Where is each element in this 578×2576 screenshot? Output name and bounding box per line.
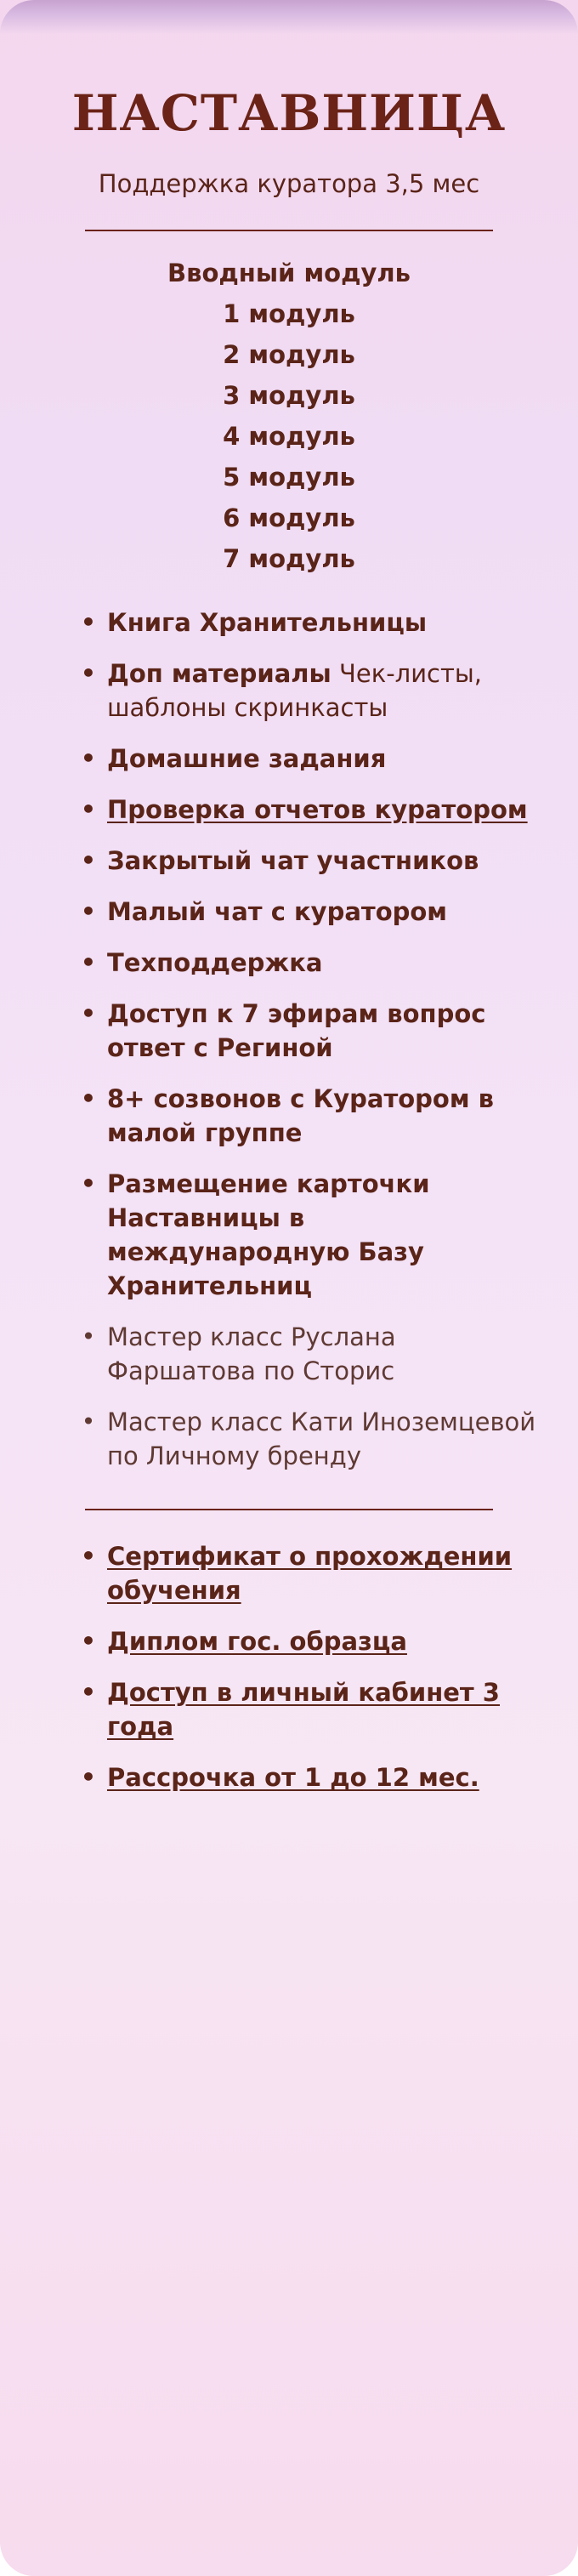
bullet-icon: • <box>81 1542 96 1570</box>
feature-label: Мастер класс Кати Иноземцевой по Личному бренду <box>107 1407 536 1470</box>
bullet-icon: • <box>81 659 96 687</box>
bullet-icon: • <box>81 744 96 772</box>
feature-item <box>80 1167 539 1303</box>
module-item: 2 модуль <box>223 340 355 369</box>
bullet-icon: • <box>81 1678 96 1706</box>
feature-label: Книга Хранительницы <box>107 608 428 637</box>
feature-item <box>80 1082 539 1150</box>
benefits-list <box>80 1539 539 1811</box>
feature-item <box>80 946 539 980</box>
feature-item <box>80 997 539 1065</box>
module-item: 5 модуль <box>223 463 355 492</box>
tariff-subtitle: Поддержка куратора 3,5 мес <box>98 169 480 198</box>
module-item: 1 модуль <box>223 299 355 328</box>
feature-label: Малый чат с куратором <box>107 897 448 926</box>
bullet-icon: • <box>81 948 96 976</box>
benefit-item[interactable] <box>80 1539 539 1607</box>
feature-label: Домашние задания <box>107 744 387 773</box>
bullet-icon: • <box>81 1169 96 1197</box>
tariff-title: НАСТАВНИЦА <box>71 84 507 142</box>
module-item: 6 модуль <box>223 503 355 532</box>
feature-description: Чек-листы, шаблоны скринкасты <box>107 659 483 722</box>
feature-label: Закрытый чат участников <box>107 846 479 875</box>
bullet-icon: • <box>81 1084 96 1112</box>
module-item: 4 модуль <box>223 422 355 451</box>
feature-item <box>80 742 539 776</box>
module-item: 3 модуль <box>223 381 355 410</box>
feature-label: Техподдержка <box>107 948 323 977</box>
bullet-icon: • <box>81 608 96 636</box>
bullet-icon: • <box>81 897 96 925</box>
bullet-icon: • <box>81 1763 96 1791</box>
feature-label: Доступ к 7 эфирам вопрос ответ с Региной <box>107 999 486 1062</box>
benefit-link[interactable]: Рассрочка от 1 до 12 мес. <box>107 1763 479 1792</box>
bullet-icon: • <box>81 1322 96 1351</box>
benefit-item[interactable] <box>80 1675 539 1743</box>
feature-item <box>80 606 539 640</box>
feature-item <box>80 844 539 878</box>
features-list <box>80 606 539 1490</box>
module-item: 7 модуль <box>223 544 355 573</box>
feature-item <box>80 793 539 827</box>
feature-item <box>80 1405 539 1473</box>
bullet-icon: • <box>81 846 96 874</box>
benefit-link[interactable]: Доступ в личный кабинет 3 года <box>107 1678 500 1741</box>
feature-label: Мастер класс Руслана Фаршатова по Сторис <box>107 1322 396 1385</box>
modules-list <box>0 253 578 579</box>
feature-item <box>80 657 539 725</box>
feature-item <box>80 895 539 929</box>
benefit-link[interactable]: Диплом гос. образца <box>107 1627 407 1656</box>
top-divider <box>85 230 493 231</box>
benefit-item[interactable] <box>80 1760 539 1794</box>
bottom-divider <box>85 1509 493 1510</box>
feature-item <box>80 1320 539 1388</box>
card-top-band <box>0 0 578 34</box>
bullet-icon: • <box>81 999 96 1027</box>
benefit-link[interactable]: Сертификат о прохождении обучения <box>107 1542 513 1605</box>
feature-label: Доп материалы <box>107 659 332 688</box>
feature-label: Проверка отчетов куратором <box>107 795 528 824</box>
feature-label: 8+ созвонов с Куратором в малой группе <box>107 1084 495 1147</box>
bullet-icon: • <box>81 795 96 823</box>
bullet-icon: • <box>81 1407 96 1436</box>
module-item: Вводный модуль <box>167 259 411 287</box>
benefit-item[interactable] <box>80 1624 539 1658</box>
bullet-icon: • <box>81 1627 96 1655</box>
feature-label: Размещение карточки Наставницы в международную Базу Хранительниц <box>107 1169 430 1300</box>
